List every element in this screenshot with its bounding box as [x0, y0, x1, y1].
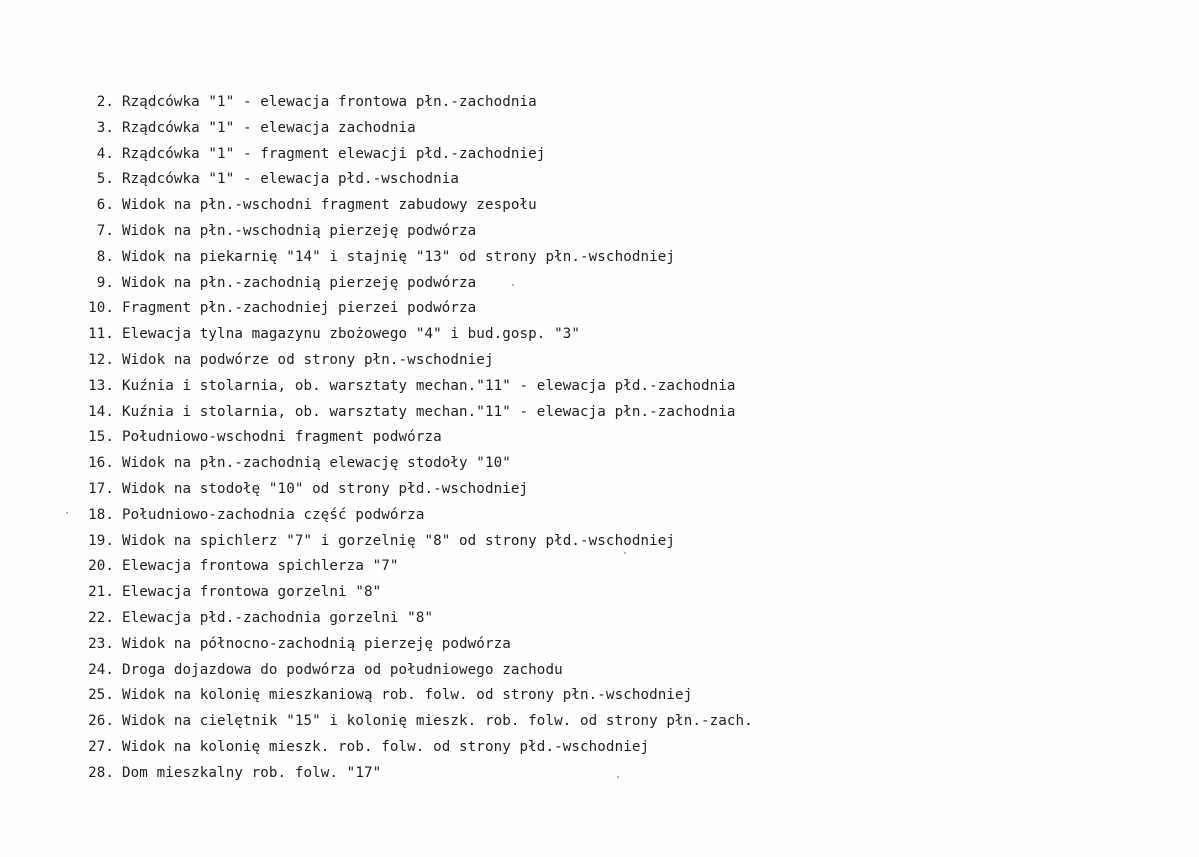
- item-number: 12.: [88, 351, 114, 368]
- item-number: 7.: [96, 222, 114, 239]
- list-item: [86, 90, 753, 116]
- list-item: [86, 271, 753, 297]
- item-text: Dom mieszkalny rob. folw. "17": [122, 764, 382, 781]
- item-text: Rządcówka "1" - elewacja frontowa płn.-zachodnia: [122, 94, 537, 110]
- item-text: Elewacja tylna magazynu zbożowego "4" i bud.gosp. "3": [122, 326, 581, 343]
- list-item: [86, 425, 753, 451]
- item-number: 22.: [88, 609, 114, 626]
- item-number: 16.: [88, 455, 114, 472]
- item-number: 26.: [88, 713, 114, 730]
- list-item: [86, 322, 753, 348]
- item-number: 21.: [88, 584, 114, 601]
- item-text: Widok na cielętnik "15" i kolonię mieszk. rob. folw. od strony płn.-zach.: [122, 713, 753, 730]
- item-number: 14.: [88, 403, 114, 420]
- item-text: Rządcówka "1" - elewacja płd.-wschodnia: [122, 171, 460, 188]
- list-item: [86, 477, 753, 503]
- scan-speck: [512, 284, 514, 286]
- item-number: 25.: [88, 687, 114, 704]
- item-text: Kuźnia i stolarnia, ob. warsztaty mechan."11" - elewacja płn.-zachodnia: [122, 403, 736, 420]
- scan-speck: [617, 776, 619, 778]
- item-number: 8.: [96, 248, 114, 265]
- item-text: Widok na kolonię mieszkaniową rob. folw. od strony płn.-wschodniej: [122, 687, 693, 704]
- item-number: 4.: [96, 145, 114, 162]
- list-item: [86, 606, 753, 632]
- item-number: 13.: [88, 377, 114, 394]
- item-number: 17.: [88, 480, 114, 497]
- item-number: 15.: [88, 429, 114, 446]
- list-item: [86, 296, 753, 322]
- list-item: [86, 735, 753, 761]
- list-item: [86, 658, 753, 684]
- item-text: Kuźnia i stolarnia, ob. warsztaty mechan."11" - elewacja płd.-zachodnia: [122, 377, 736, 394]
- list-item: [86, 348, 753, 374]
- list-item: [86, 193, 753, 219]
- list-item: [86, 219, 753, 245]
- list-item: [86, 761, 753, 787]
- item-number: 10.: [88, 300, 114, 317]
- item-text: Rządcówka "1" - elewacja zachodnia: [122, 119, 416, 136]
- photo-caption-list: [86, 90, 753, 787]
- item-number: 5.: [96, 171, 114, 188]
- list-item: [86, 245, 753, 271]
- item-number: 19.: [88, 532, 114, 549]
- scan-speck: [624, 552, 626, 554]
- item-text: Południowo-wschodni fragment podwórza: [122, 429, 442, 446]
- item-text: Widok na stodołę "10" od strony płd.-wschodniej: [122, 480, 529, 497]
- item-number: 23.: [88, 635, 114, 652]
- list-item: [86, 580, 753, 606]
- item-number: 6.: [96, 197, 114, 214]
- list-item: [86, 451, 753, 477]
- item-text: Elewacja płd.-zachodnia gorzelni "8": [122, 609, 434, 626]
- list-item: [86, 709, 753, 735]
- item-text: Rządcówka "1" - fragment elewacji płd.-zachodniej: [122, 145, 546, 162]
- item-text: Widok na kolonię mieszk. rob. folw. od strony płd.-wschodniej: [122, 738, 650, 755]
- item-text: Widok na płn.-wschodnią pierzeję podwórza: [122, 222, 477, 239]
- list-item: [86, 142, 753, 168]
- item-number: 18.: [88, 506, 114, 523]
- item-number: 2.: [96, 94, 114, 110]
- item-text: Widok na płn.-zachodnią pierzeję podwórza: [122, 274, 477, 291]
- item-number: 9.: [96, 274, 114, 291]
- item-text: Elewacja frontowa spichlerza "7": [122, 558, 399, 575]
- list-item: [86, 529, 753, 555]
- list-item: [86, 683, 753, 709]
- item-number: 28.: [88, 764, 114, 781]
- item-text: Droga dojazdowa do podwórza od południowego zachodu: [122, 661, 563, 678]
- list-item: [86, 503, 753, 529]
- item-number: 3.: [96, 119, 114, 136]
- scan-speck: [66, 512, 68, 514]
- item-number: 20.: [88, 558, 114, 575]
- list-item: [86, 116, 753, 142]
- list-item: [86, 554, 753, 580]
- item-text: Elewacja frontowa gorzelni "8": [122, 584, 382, 601]
- item-text: Fragment płn.-zachodniej pierzei podwórza: [122, 300, 477, 317]
- item-text: Widok na piekarnię "14" i stajnię "13" od strony płn.-wschodniej: [122, 248, 676, 265]
- item-text: Widok na spichlerz "7" i gorzelnię "8" od strony płd.-wschodniej: [122, 532, 676, 549]
- item-number: 27.: [88, 738, 114, 755]
- list-item: [86, 374, 753, 400]
- item-number: 24.: [88, 661, 114, 678]
- item-text: Południowo-zachodnia część podwórza: [122, 506, 425, 523]
- list-item: [86, 632, 753, 658]
- item-text: Widok na podwórze od strony płn.-wschodniej: [122, 351, 494, 368]
- list-item: [86, 167, 753, 193]
- item-number: 11.: [88, 326, 114, 343]
- item-text: Widok na płn.-zachodnią elewację stodoły "10": [122, 455, 511, 472]
- list-item: [86, 400, 753, 426]
- item-text: Widok na płn.-wschodni fragment zabudowy zespołu: [122, 197, 537, 214]
- item-text: Widok na północno-zachodnią pierzeję podwórza: [122, 635, 511, 652]
